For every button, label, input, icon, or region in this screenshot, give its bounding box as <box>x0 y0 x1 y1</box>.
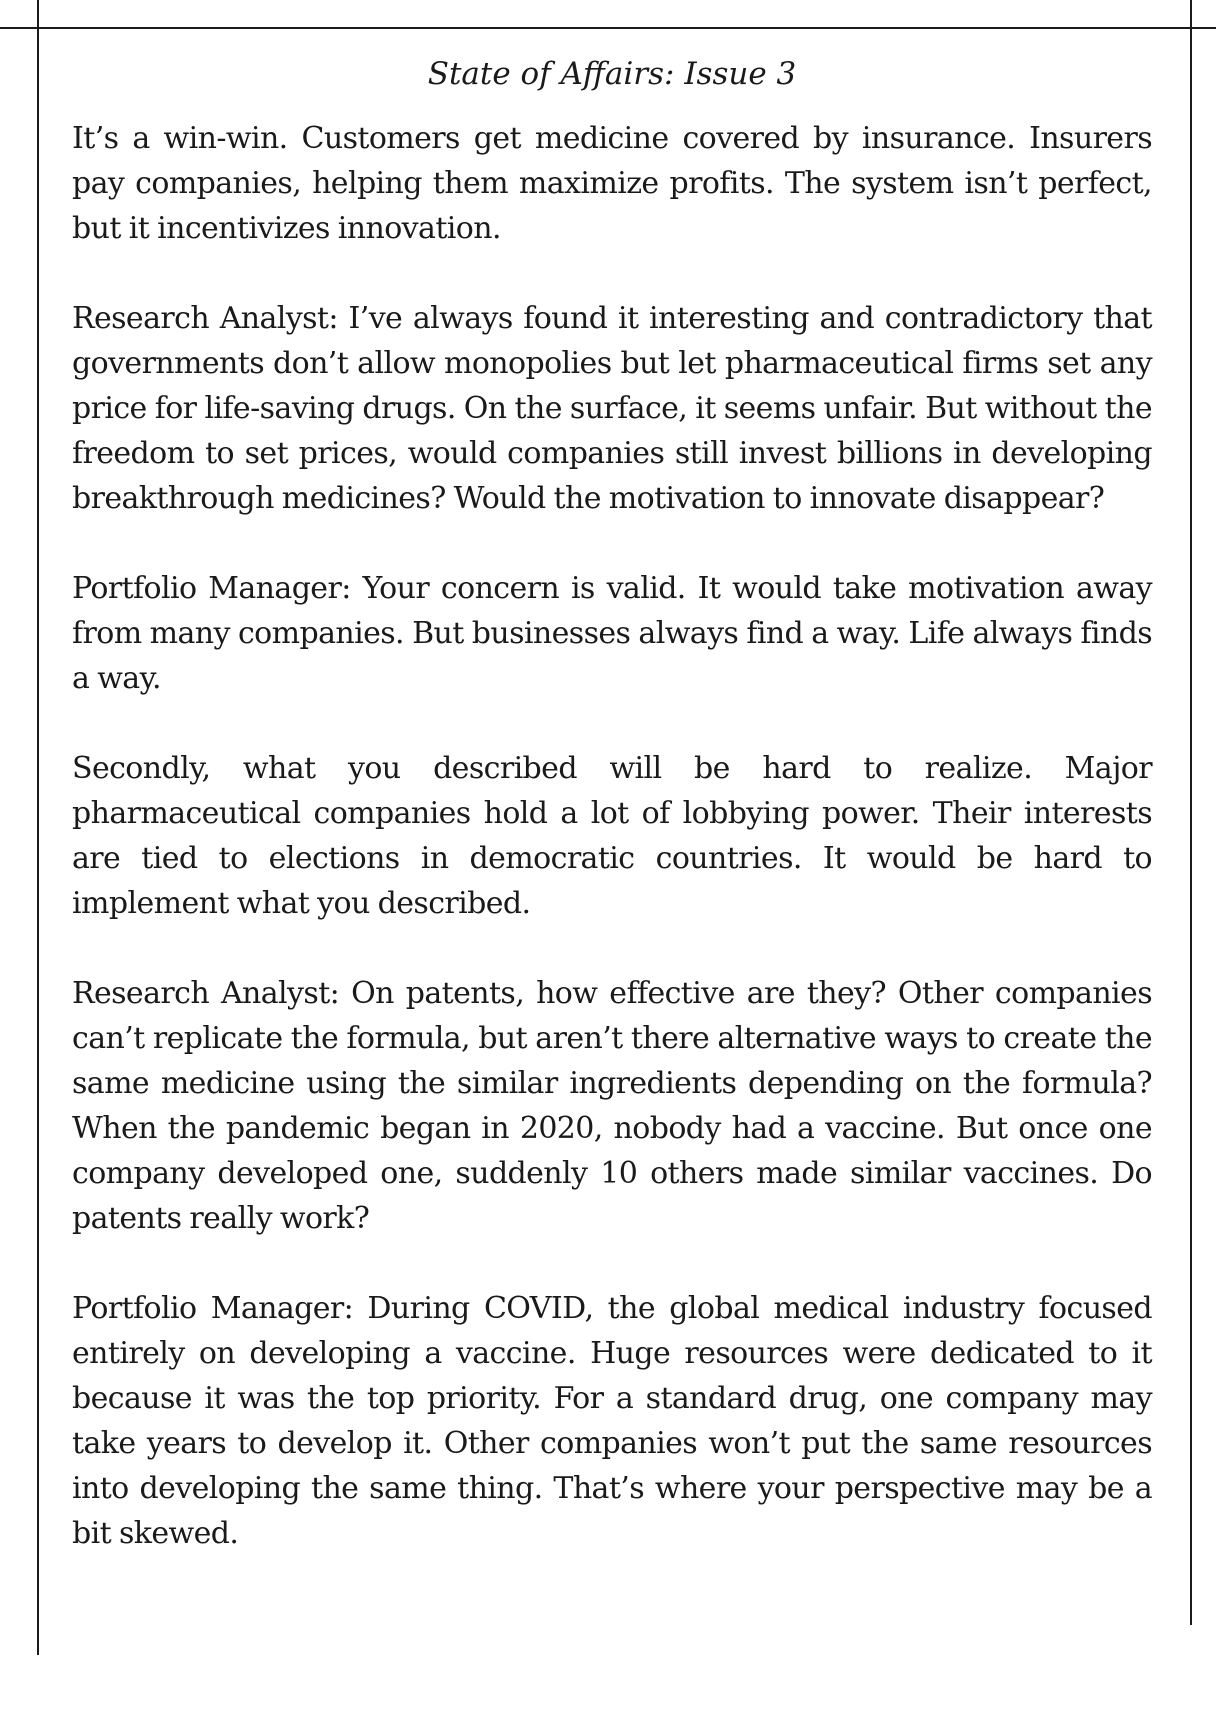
article-body <box>72 116 1152 1601</box>
paragraph-intro: It’s a win-win. Customers get medicine covered by insurance. Insurers pay companies, helping them maximize profits. The system isn’t perfect, but it incentivizes innovation. <box>72 121 1152 246</box>
paragraph-portfolio-manager-motivation: Portfolio Manager: Your concern is valid. It would take motivation away from many companies. But businesses always find a way. Life always finds a way. <box>72 571 1152 696</box>
right-border-line <box>1190 0 1192 1625</box>
top-border-line <box>0 27 1216 29</box>
page-title: State of Affairs: Issue 3 <box>427 56 797 92</box>
paragraph-lobbying: Secondly, what you described will be hard to realize. Major pharmaceutical companies hold a lot of lobbying power. Their interests are tied to elections in democratic countries. It would be hard to implement what you described. <box>72 751 1152 921</box>
paragraph-portfolio-manager-covid: Portfolio Manager: During COVID, the global medical industry focused entirely on developing a vaccine. Huge resources were dedicated to it because it was the top priority. For a standard drug, one company may take years to develop it. Other companies won’t put the same resources into developing the same thing. That’s where your perspective may be a bit skewed. <box>72 1291 1152 1551</box>
left-border-line <box>37 0 39 1655</box>
paragraph-research-analyst-pricing: Research Analyst: I’ve always found it interesting and contradictory that governments don’t allow monopolies but let pharmaceutical firms set any price for life-saving drugs. On the surface, it seems unfair. But without the freedom to set prices, would companies still invest billions in developing breakthrough medicines? Would the motivation to innovate disappear? <box>72 301 1152 516</box>
paragraph-research-analyst-patents: Research Analyst: On patents, how effective are they? Other companies can’t replicate the formula, but aren’t there alternative ways to create the same medicine using the similar ingredients depending on the formula? When the pandemic began in 2020, nobody had a vaccine. But once one company developed one, suddenly 10 others made similar vaccines. Do patents really work? <box>72 976 1152 1236</box>
